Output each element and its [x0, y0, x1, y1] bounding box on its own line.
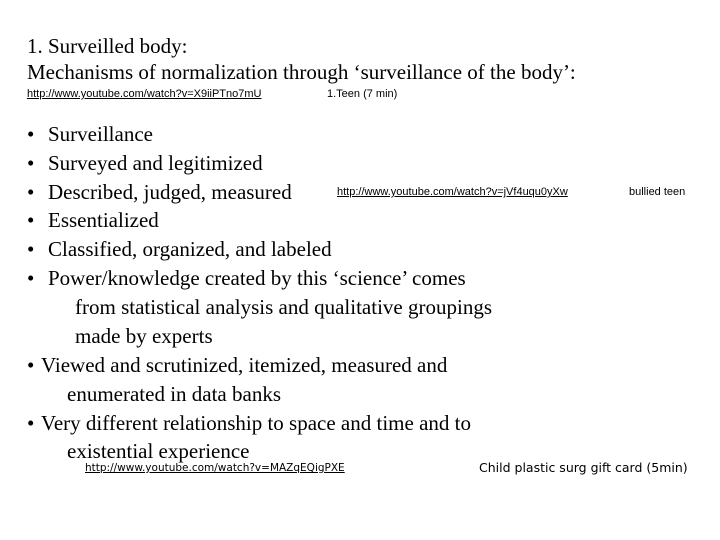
- bullet-marker: •: [27, 353, 35, 377]
- youtube-link-teen[interactable]: http://www.youtube.com/watch?v=X9iiPTno7mU: [27, 88, 262, 100]
- bullet-described: Described, judged, measured: [48, 180, 292, 204]
- slide-title-line1: 1. Surveilled body:: [27, 34, 188, 58]
- plastic-surgery-video-note: Child plastic surg gift card (5min): [479, 460, 688, 475]
- point-relationship-space-time-cont: existential experience: [67, 439, 250, 463]
- youtube-link-plastic-surgery[interactable]: http://www.youtube.com/watch?v=MAZqEQigPXE: [85, 462, 345, 474]
- bullet-surveillance: Surveillance: [48, 122, 153, 146]
- bullied-video-note: bullied teen: [629, 186, 686, 198]
- bullet-marker: •: [27, 208, 35, 232]
- bullet-surveyed: Surveyed and legitimized: [48, 151, 263, 175]
- point-viewed-scrutinized-cont: enumerated in data banks: [67, 382, 281, 406]
- bullet-marker: •: [27, 237, 35, 261]
- bullet-marker: •: [27, 180, 35, 204]
- bullet-essentialized: Essentialized: [48, 208, 159, 232]
- bullet-marker: •: [27, 266, 35, 290]
- bullet-power-knowledge-cont2: made by experts: [75, 324, 213, 348]
- bullet-power-knowledge: Power/knowledge created by this ‘science’ comes: [48, 266, 466, 290]
- bullet-marker: •: [27, 122, 35, 146]
- point-viewed-scrutinized: Viewed and scrutinized, itemized, measured and: [41, 353, 448, 377]
- slide-title-line2: Mechanisms of normalization through ‘surveillance of the body’:: [27, 60, 576, 84]
- point-relationship-space-time: Very different relationship to space and time and to: [41, 411, 471, 435]
- bullet-classified: Classified, organized, and labeled: [48, 237, 332, 261]
- youtube-link-bullied[interactable]: http://www.youtube.com/watch?v=jVf4uqu0yXw: [337, 186, 568, 198]
- bullet-power-knowledge-cont1: from statistical analysis and qualitative groupings: [75, 295, 492, 319]
- teen-video-note: 1.Teen (7 min): [327, 88, 398, 100]
- bullet-marker: •: [27, 151, 35, 175]
- bullet-marker: •: [27, 411, 35, 435]
